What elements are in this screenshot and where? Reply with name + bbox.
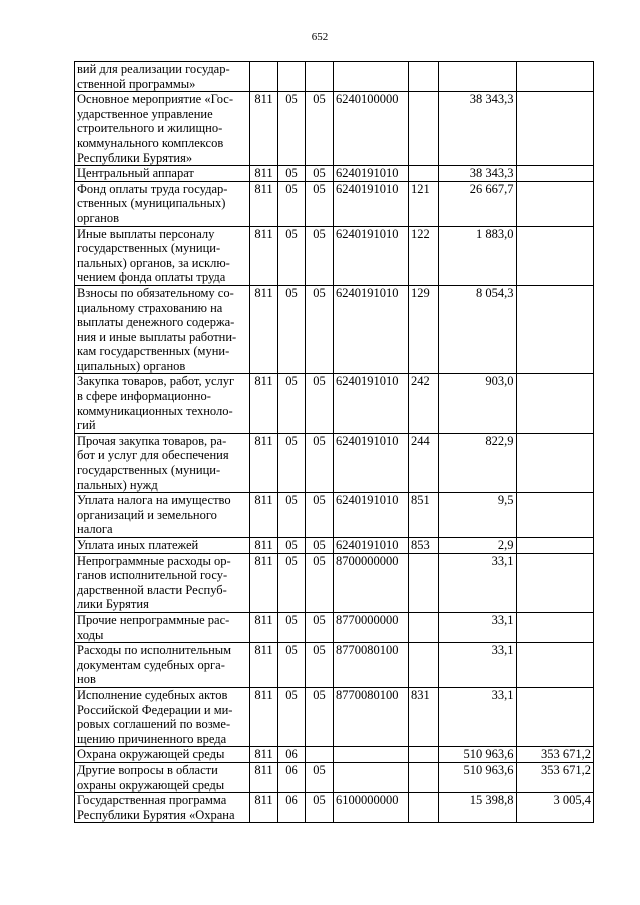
ministry-code [250, 374, 278, 433]
amount-federal [516, 92, 594, 166]
amount-federal [516, 493, 594, 538]
section-code-text: 05 [285, 181, 298, 196]
ministry-code-text: 811 [254, 762, 273, 777]
section-code [278, 793, 306, 823]
row-name-text: Государственная программа Республики Бурятия «Охрана [77, 793, 235, 822]
section-code [278, 166, 306, 182]
amount-total-text: 822,9 [485, 433, 514, 448]
expense-type-code [409, 793, 439, 823]
ministry-code [250, 285, 278, 374]
row-name-text: Исполнение судебных актов Российской Федерации и ми- ровых соглашений по возме- щению причиненного вреда [77, 687, 233, 746]
row-name-text: Фонд оплаты труда государ- ственных (муниципальных) органов [77, 181, 228, 225]
ministry-code [250, 612, 278, 642]
amount-total [439, 612, 517, 642]
target-article-code-text: 6240191010 [336, 374, 399, 389]
row-name-text: Охрана окружающей среды [77, 747, 225, 762]
target-article-code-text: 6240191010 [336, 285, 399, 300]
amount-total-text: 1 883,0 [476, 226, 514, 241]
table-row [75, 762, 594, 792]
section-code [278, 612, 306, 642]
expense-type-code-text: 129 [411, 285, 430, 300]
target-article-code-text: 6240191010 [336, 493, 399, 508]
table-row [75, 793, 594, 823]
table-row [75, 92, 594, 166]
amount-total-text: 33,1 [491, 553, 514, 568]
target-article-code-text: 8770080100 [336, 687, 399, 702]
amount-federal [516, 687, 594, 746]
section-code [278, 92, 306, 166]
section-code-text: 05 [285, 612, 298, 627]
section-code-text: 05 [285, 687, 298, 702]
amount-federal [516, 793, 594, 823]
row-name-text: Центральный аппарат [77, 166, 194, 181]
amount-total [439, 493, 517, 538]
expense-type-code [409, 643, 439, 688]
ministry-code-text: 811 [254, 92, 273, 107]
target-article-code [334, 687, 409, 746]
row-name-text: Уплата налога на имущество организаций и земельного налога [77, 493, 231, 537]
subsection-code [306, 762, 334, 792]
ministry-code-text: 811 [254, 553, 273, 568]
row-name-text: Другие вопросы в области охраны окружающей среды [77, 762, 225, 792]
amount-total [439, 92, 517, 166]
ministry-code-text: 811 [254, 538, 273, 552]
section-code [278, 747, 306, 763]
row-name-text: Непрограммные расходы ор- ганов исполнительной госу- дарственной власти Респуб- лики Бурятия [77, 553, 231, 612]
subsection-code [306, 538, 334, 554]
row-name [75, 226, 250, 285]
row-name [75, 181, 250, 226]
expense-type-code [409, 62, 439, 92]
subsection-code-text: 05 [313, 92, 326, 107]
expense-type-code-text: 121 [411, 181, 430, 196]
row-name [75, 747, 250, 763]
section-code [278, 553, 306, 612]
target-article-code-text: 6100000000 [336, 793, 399, 808]
row-name [75, 92, 250, 166]
amount-total [439, 181, 517, 226]
row-name-text: Основное мероприятие «Гос- ударственное управление строительного и жилищно- коммунального комплексов Республики Бурятия» [77, 92, 233, 165]
amount-federal [516, 62, 594, 92]
amount-total [439, 374, 517, 433]
row-name [75, 166, 250, 182]
subsection-code [306, 612, 334, 642]
subsection-code-text: 05 [313, 553, 326, 568]
section-code [278, 538, 306, 554]
subsection-code-text: 05 [313, 612, 326, 627]
ministry-code [250, 226, 278, 285]
ministry-code [250, 793, 278, 823]
amount-federal-text: 353 671,2 [541, 747, 591, 762]
target-article-code [334, 433, 409, 492]
section-code [278, 643, 306, 688]
section-code [278, 285, 306, 374]
row-name-text: вий для реализации государ- ственной программы» [77, 62, 230, 91]
row-name [75, 285, 250, 374]
subsection-code [306, 374, 334, 433]
section-code-text: 05 [285, 643, 298, 658]
amount-federal [516, 285, 594, 374]
expense-type-code [409, 553, 439, 612]
row-name [75, 793, 250, 823]
table-row [75, 747, 594, 763]
subsection-code [306, 92, 334, 166]
target-article-code [334, 762, 409, 792]
amount-total [439, 643, 517, 688]
subsection-code-text: 05 [313, 793, 326, 808]
table-row [75, 374, 594, 433]
section-code-text: 05 [285, 553, 298, 568]
section-code-text: 05 [285, 374, 298, 389]
section-code-text: 05 [285, 493, 298, 508]
section-code-text: 05 [285, 166, 298, 181]
amount-total-text: 33,1 [491, 643, 514, 658]
amount-total-text: 510 963,6 [463, 747, 514, 762]
section-code-text: 06 [285, 793, 298, 808]
amount-federal [516, 747, 594, 763]
ministry-code-text: 811 [254, 747, 273, 762]
row-name [75, 433, 250, 492]
table-row [75, 493, 594, 538]
amount-total [439, 285, 517, 374]
target-article-code [334, 493, 409, 538]
ministry-code-text: 811 [254, 181, 273, 196]
table-row [75, 553, 594, 612]
amount-total [439, 538, 517, 554]
expense-type-code [409, 374, 439, 433]
table-row [75, 612, 594, 642]
row-name [75, 612, 250, 642]
section-code-text: 05 [285, 538, 298, 552]
section-code-text: 06 [285, 747, 298, 762]
subsection-code [306, 747, 334, 763]
amount-federal-text: 3 005,4 [553, 793, 591, 808]
target-article-code-text: 6240191010 [336, 226, 399, 241]
amount-total-text: 33,1 [491, 612, 514, 627]
row-name [75, 62, 250, 92]
section-code-text: 05 [285, 433, 298, 448]
row-name [75, 762, 250, 792]
subsection-code-text: 05 [313, 226, 326, 241]
subsection-code [306, 793, 334, 823]
subsection-code-text: 05 [313, 687, 326, 702]
ministry-code [250, 553, 278, 612]
table-row [75, 643, 594, 688]
amount-total [439, 166, 517, 182]
expense-type-code [409, 612, 439, 642]
target-article-code [334, 226, 409, 285]
ministry-code [250, 687, 278, 746]
target-article-code-text: 6240191010 [336, 166, 399, 181]
amount-total-text: 8 054,3 [476, 285, 514, 300]
amount-total [439, 762, 517, 792]
subsection-code [306, 226, 334, 285]
expense-type-code [409, 166, 439, 182]
table-row [75, 226, 594, 285]
subsection-code-text: 05 [313, 181, 326, 196]
section-code-text: 05 [285, 92, 298, 107]
expense-type-code [409, 226, 439, 285]
ministry-code [250, 493, 278, 538]
amount-federal [516, 553, 594, 612]
ministry-code-text: 811 [254, 493, 273, 508]
subsection-code-text: 05 [313, 762, 326, 777]
amount-total-text: 2,9 [497, 538, 514, 552]
target-article-code-text: 6240100000 [336, 92, 399, 107]
section-code [278, 762, 306, 792]
amount-total-text: 510 963,6 [463, 762, 514, 777]
table-row [75, 166, 594, 182]
subsection-code [306, 166, 334, 182]
subsection-code [306, 181, 334, 226]
section-code [278, 374, 306, 433]
subsection-code [306, 493, 334, 538]
row-name [75, 374, 250, 433]
section-code [278, 62, 306, 92]
subsection-code [306, 553, 334, 612]
row-name [75, 687, 250, 746]
row-name-text: Прочие непрограммные рас- ходы [77, 612, 230, 642]
expense-type-code [409, 181, 439, 226]
ministry-code [250, 181, 278, 226]
row-name [75, 493, 250, 538]
target-article-code [334, 793, 409, 823]
target-article-code [334, 181, 409, 226]
row-name-text: Уплата иных платежей [77, 538, 199, 552]
target-article-code [334, 538, 409, 554]
ministry-code-text: 811 [254, 687, 273, 702]
subsection-code-text: 05 [313, 285, 326, 300]
page-number: 652 [311, 31, 329, 43]
target-article-code [334, 166, 409, 182]
target-article-code [334, 92, 409, 166]
amount-total [439, 687, 517, 746]
amount-federal [516, 612, 594, 642]
amount-total-text: 9,5 [497, 493, 514, 508]
amount-total-text: 33,1 [491, 687, 514, 702]
subsection-code-text: 05 [313, 493, 326, 508]
expense-type-code-text: 831 [411, 687, 430, 702]
subsection-code [306, 62, 334, 92]
expense-type-code-text: 244 [411, 433, 430, 448]
amount-federal [516, 166, 594, 182]
amount-total-text: 38 343,3 [469, 166, 514, 181]
row-name-text: Иные выплаты персоналу государственных (муници- пальных) органов, за исклю- чением фонда оплаты труда [77, 226, 230, 285]
expense-type-code-text: 853 [411, 538, 430, 552]
ministry-code [250, 433, 278, 492]
amount-total-text: 903,0 [485, 374, 514, 389]
section-code-text: 05 [285, 226, 298, 241]
section-code [278, 226, 306, 285]
amount-total [439, 62, 517, 92]
ministry-code [250, 92, 278, 166]
amount-total [439, 433, 517, 492]
expense-type-code-text: 242 [411, 374, 430, 389]
table-row [75, 62, 594, 92]
subsection-code [306, 285, 334, 374]
amount-total-text: 38 343,3 [469, 92, 514, 107]
amount-federal [516, 181, 594, 226]
row-name [75, 538, 250, 554]
ministry-code [250, 762, 278, 792]
table-row [75, 687, 594, 746]
target-article-code-text: 8770000000 [336, 612, 399, 627]
expense-type-code [409, 433, 439, 492]
section-code-text: 05 [285, 285, 298, 300]
ministry-code-text: 811 [254, 433, 273, 448]
row-name-text: Взносы по обязательному со- циальному страхованию на выплаты денежного содержа- ния и иные выплаты работни- кам государственных (муни- ципальных) органов [77, 285, 237, 373]
expense-type-code [409, 747, 439, 763]
amount-total [439, 226, 517, 285]
row-name-text: Расходы по исполнительным документам судебных орга- нов [77, 643, 232, 687]
budget-table [74, 61, 594, 823]
expense-type-code [409, 762, 439, 792]
subsection-code [306, 687, 334, 746]
table-row [75, 181, 594, 226]
amount-federal [516, 226, 594, 285]
target-article-code [334, 374, 409, 433]
target-article-code-text: 6240191010 [336, 538, 399, 552]
amount-federal [516, 433, 594, 492]
ministry-code-text: 811 [254, 166, 273, 181]
ministry-code [250, 538, 278, 554]
table-row [75, 285, 594, 374]
ministry-code [250, 643, 278, 688]
ministry-code [250, 747, 278, 763]
table-row [75, 538, 594, 554]
amount-total [439, 793, 517, 823]
target-article-code-text: 8700000000 [336, 553, 399, 568]
subsection-code-text: 05 [313, 433, 326, 448]
subsection-code-text: 05 [313, 538, 326, 552]
target-article-code [334, 612, 409, 642]
expense-type-code-text: 122 [411, 226, 430, 241]
target-article-code-text: 6240191010 [336, 181, 399, 196]
ministry-code-text: 811 [254, 643, 273, 658]
target-article-code [334, 643, 409, 688]
amount-federal-text: 353 671,2 [541, 762, 591, 777]
expense-type-code-text: 851 [411, 493, 430, 508]
amount-total-text: 15 398,8 [469, 793, 514, 808]
table-row [75, 433, 594, 492]
ministry-code-text: 811 [254, 285, 273, 300]
amount-federal [516, 643, 594, 688]
amount-total-text: 26 667,7 [469, 181, 514, 196]
target-article-code [334, 285, 409, 374]
section-code [278, 687, 306, 746]
subsection-code-text: 05 [313, 643, 326, 658]
target-article-code [334, 553, 409, 612]
subsection-code [306, 643, 334, 688]
subsection-code-text: 05 [313, 374, 326, 389]
section-code [278, 433, 306, 492]
target-article-code [334, 747, 409, 763]
ministry-code-text: 811 [254, 374, 273, 389]
amount-total [439, 553, 517, 612]
expense-type-code [409, 493, 439, 538]
subsection-code-text: 05 [313, 166, 326, 181]
ministry-code [250, 166, 278, 182]
expense-type-code [409, 285, 439, 374]
ministry-code-text: 811 [254, 226, 273, 241]
row-name-text: Прочая закупка товаров, ра- бот и услуг для обеспечения государственных (муници- пальных) нужд [77, 433, 229, 492]
amount-federal [516, 374, 594, 433]
expense-type-code [409, 92, 439, 166]
row-name [75, 553, 250, 612]
ministry-code-text: 811 [254, 793, 273, 808]
target-article-code-text: 6240191010 [336, 433, 399, 448]
target-article-code [334, 62, 409, 92]
section-code [278, 181, 306, 226]
row-name-text: Закупка товаров, работ, услуг в сфере информационно- коммуникационных техноло- гий [77, 374, 235, 433]
expense-type-code [409, 687, 439, 746]
amount-federal [516, 762, 594, 792]
section-code [278, 493, 306, 538]
section-code-text: 06 [285, 762, 298, 777]
target-article-code-text: 8770080100 [336, 643, 399, 658]
expense-type-code [409, 538, 439, 554]
ministry-code [250, 62, 278, 92]
amount-federal [516, 538, 594, 554]
amount-total [439, 747, 517, 763]
subsection-code [306, 433, 334, 492]
row-name [75, 643, 250, 688]
ministry-code-text: 811 [254, 612, 273, 627]
